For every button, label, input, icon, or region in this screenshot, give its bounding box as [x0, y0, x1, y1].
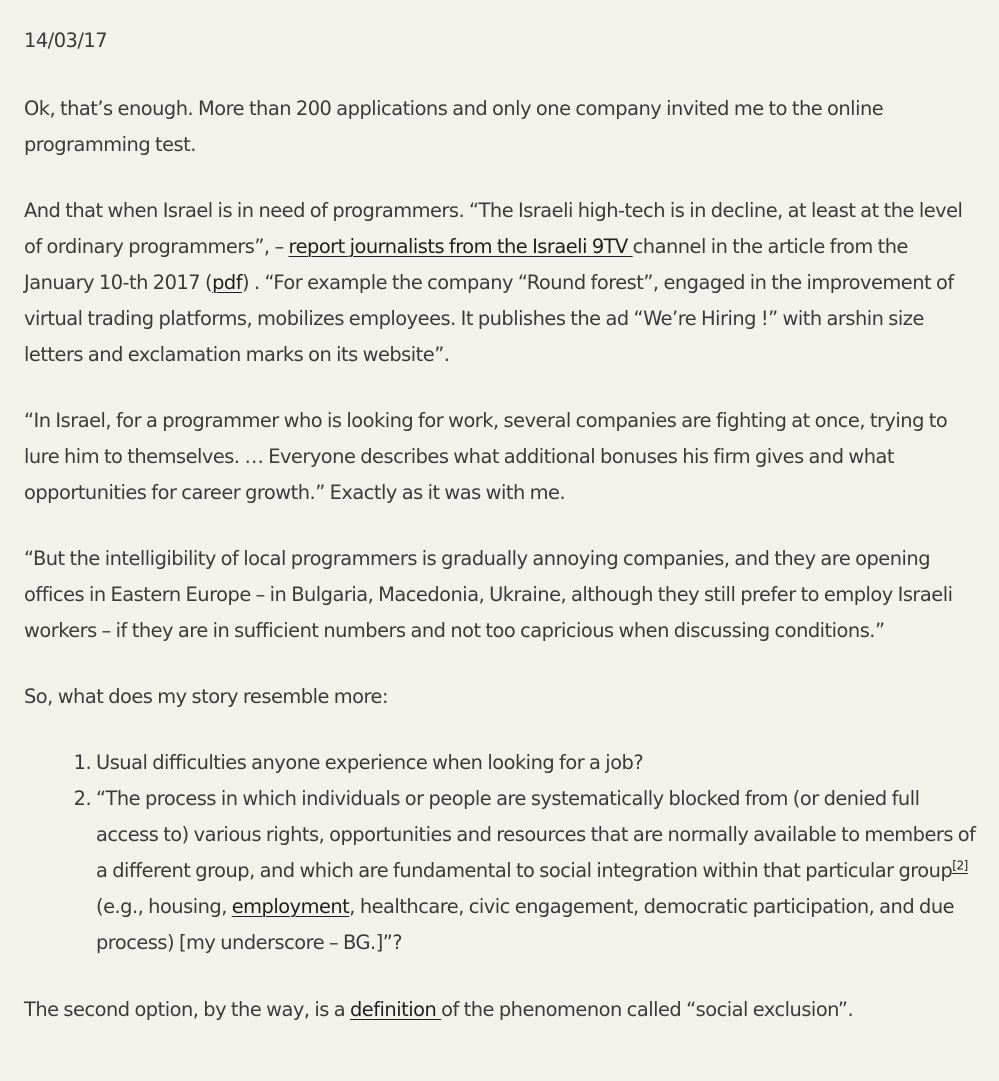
employment-link[interactable]: employment — [231, 895, 350, 918]
post-date: 14/03/17 — [24, 29, 108, 52]
list-item-text: (e.g., housing, — [96, 895, 232, 918]
list-item — [96, 781, 979, 961]
paragraph-israel-hightech — [24, 193, 979, 373]
definition-link[interactable]: definition — [349, 998, 442, 1021]
list-item: 1. Usual difficulties anyone experience when looking for a job? — [96, 745, 979, 781]
report-9tv-link[interactable]: report journalists from the Israeli 9TV — [288, 235, 633, 258]
paragraph-question: So, what does my story resemble more: — [24, 685, 389, 708]
paragraph-text: ) . “For example the company “Round forest”, engaged in the improvement of virtual trading platforms, mobilizes employees. It publishes the ad “We’re Hiring !” with arshin size letters and exclamation marks on its website”. — [24, 271, 954, 366]
paragraph-applications: Ok, that’s enough. More than 200 applications and only one company invited me to the online programming test. — [24, 97, 884, 156]
paragraph-text: The second option, by the way, is a — [24, 998, 350, 1021]
footnote-ref — [952, 859, 968, 873]
paragraph-definition — [24, 992, 979, 1028]
footnote-2-link[interactable]: [2] — [952, 858, 968, 873]
pdf-link[interactable]: pdf — [212, 271, 243, 294]
paragraph-eastern-europe: “But the intelligibility of local programmers is gradually annoying companies, and they are opening offices in Eastern Europe – in Bulgaria, Macedonia, Ukraine, although they still prefer to employ Israeli workers – if they are in sufficient numbers and not too capricious when discussing conditions.” — [24, 547, 953, 642]
paragraph-text: And that when Israel is in need of programmers. “The Israeli high-tech is in decline, at least at the level of ordinary programmers”, – — [24, 199, 963, 258]
list-item-text: , healthcare, civic engagement, democratic participation, and due process) [my underscore – BG.]”? — [96, 895, 955, 954]
list-item-text: “The process in which individuals or people are systematically blocked from (or denied full access to) various rights, opportunities and resources that are normally available to members of a different group, and which are fundamental to social integration within that particular group — [96, 787, 976, 882]
paragraph-companies-fighting: “In Israel, for a programmer who is looking for work, several companies are fighting at once, trying to lure him to themselves. … Everyone describes what additional bonuses his firm gives and what opportunities for career growth.” Exactly as it was with me. — [24, 409, 948, 504]
options-list — [24, 745, 979, 961]
paragraph-text: of the phenomenon called “social exclusion”. — [441, 998, 854, 1021]
paragraph-text: channel in the article from the January 10-th 2017 ( — [24, 235, 908, 294]
